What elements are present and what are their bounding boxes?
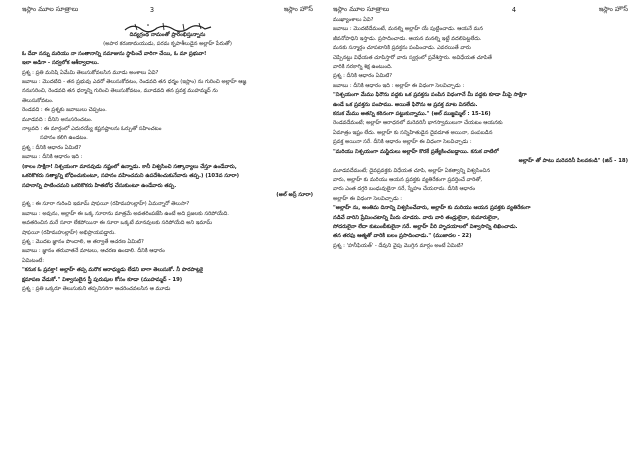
text-line: జవాబు : అవును, అల్లాహ్ ఈ ఒక్క సూరాను మాత్రమే అవతరింపజేసి ఉంటే అది ప్రజలకు సరిపోయేది. xyxy=(22,210,229,217)
text-line: జవాబు : మొదటిది - తన ప్రభువు ఎవరో తెలుసుకోవటం, రెండవది తన ధర్మం (ఇస్లాం) ను గురించి అల్లాహ్ ఆజ్ఞ xyxy=(22,79,247,86)
text-line: (కాలం సాక్షిగా! నిశ్చయంగా మానవుడు నష్టంలో ఉన్నాడు. కానీ విశ్వసించి సత్కార్యాలు చేస్తూ ఉండేవారు, xyxy=(22,163,237,170)
text-line: (అపార కరుణామయుడు, పరమ కృపాశీలుడైన అల్లాహ్ పేరుతో) xyxy=(103,41,232,48)
text-line: జవాబు : జ్ఞానం తరువాతనే మాటలు, ఆచరణ ఉండాలి. దీనికి ఆధారం xyxy=(22,248,165,255)
text-line: రెండవదేమంటే; అల్లాహ్ ఆరాధనలో మరెవరినీ భాగస్వాములుగా చేయటం ఆయనకు xyxy=(333,120,503,127)
text-line: ప్రవక్త అయినా సరే. దీనికి ఆధారం అల్లాహ్ ఈ విధంగా సెలవిచ్చాడు : xyxy=(333,139,472,146)
text-line: వారు ఎంత దగ్గరి బంధువులైనా సరే, స్నేహం చేయరాదు. దీనికి ఆధారం xyxy=(333,186,476,193)
right-page xyxy=(319,0,638,451)
text-line: నడిచే వారిని ప్రేమించటాన్ని మీరు చూడరు. వారు వారి తండ్రులైనా, కుమారులైనా, xyxy=(333,214,500,221)
text-line: రెండవది : ఈ ప్రశ్నకు జవాబులు చెప్పటం. xyxy=(22,107,107,114)
text-line: అవతరించిన మరే సూరా లేకపోయినా ఈ సూరా ఒక్కటే మానవులకు సరిపోయేది అని ఇమామ్ xyxy=(22,220,213,227)
text-line: సహనం కలిగి ఉండటం. xyxy=(40,135,88,142)
text-line: మూడవది : దీనిని అనుసరించటం. xyxy=(22,116,93,123)
text-line: ఏమిటంటే: xyxy=(22,257,45,264)
page-number: 3 xyxy=(149,6,155,14)
text-line: ననుసరించి, రెండవది తన ధర్మాన్ని గురించి తెలుసుకోవటం, మూడవది తన ప్రవక్త ముహమ్మద్ ను xyxy=(22,88,218,95)
text-line: జవాబు : దీనికి ఆధారం ఇది : xyxy=(22,154,83,161)
text-line: జీవనోపాధిని ఇస్తాడు. ప్రసాదించాడు. ఆయన మనల్ని ఇట్టే వదలిపెట్టలేదు. xyxy=(333,35,482,42)
header-book-title: ఇస్లాం మూల సూత్రాలు xyxy=(333,5,390,13)
text-line: ప్రశ్న : దీనికి ఆధారం ఏమిటి? xyxy=(22,144,82,151)
text-line: ఉండే ఒక ప్రవక్తను పంపాము. అయితే ఫిరౌను ఆ ప్రవక్త మాట వినలేదు. xyxy=(333,101,478,108)
text-line: చెప్పినట్టు విధేయత చూపిస్తారో వారు స్వర్గంలో ప్రవేశిస్తారు. అవిధేయత చూపితే xyxy=(333,54,492,61)
text-line: వారికి నరకాగ్ని శిక్ష ఉంటుంది. xyxy=(333,64,393,71)
page-header xyxy=(22,4,313,16)
text-line: జవాబు : దీనికి ఆధారం ఇది : అల్లాహ్ ఈ విధంగా సెలవిచ్చాడు : xyxy=(333,82,465,89)
text-line: "నిశ్చయంగా మేము ఫిరౌను వద్దకు ఒక ప్రవక్తను పంపిన విధంగానే మీ వద్దకు కూడా మీపై సాక్షిగా xyxy=(333,92,527,99)
header-book-title: ఇస్లాం మూల సూత్రాలు xyxy=(22,5,79,13)
text-line: "మరియు నిశ్చయంగా మస్జిదులు అల్లాహ్ కొరకే ప్రత్యేకించబడ్డాయి. కనుక వాటిలో xyxy=(333,148,499,155)
text-line: కనుక మేము అతన్ని కఠినంగా పట్టుకున్నాము." (అల్ ముజ్జమ్మిల్ : 15-16) xyxy=(333,111,491,118)
right-page-body xyxy=(333,16,628,251)
text-line: ప్రశ్న : ఈ సూరా గురించి ఇమామ్ షాఫయీ (రహిమహుల్లాహ్) ఏమన్నారో తెలుసా? xyxy=(22,201,190,208)
text-line: సహనాన్ని పాటించమని ఒకరికొకరు హితబోధ చేసుకుంటూ ఉండేవారు తప్ప. xyxy=(22,182,177,189)
page-header xyxy=(333,4,628,16)
text-line: ముఖ్యాంశాలు ఏవి? xyxy=(333,17,374,23)
text-line: దివ్యగ్రంథ నామంతో ప్రారంభిస్తున్నాను xyxy=(129,32,206,38)
text-line: (అల్ అస్ర్ సూరా) xyxy=(276,191,313,198)
text-line: ఏమాత్రం ఇష్టం లేదు. అల్లాహ్ కు సన్నిహితుడైన దైవదూత అయినా, పంపబడిన xyxy=(333,129,493,136)
header-site-name: ఇస్లాం హౌస్ xyxy=(598,5,628,13)
text-line: "కనుక ఓ ప్రవక్తా! అల్లాహ్ తప్ప మరొక ఆరాధ్యుడు లేడని బాగా తెలుసుకో. నీ పొరపాట్లకై xyxy=(22,267,203,274)
left-page-body xyxy=(22,31,313,294)
text-line: మనకు సన్మార్గం చూపటానికి ప్రవక్తను పంపించాడు. ఎవరయితే వారు xyxy=(333,45,471,52)
text-line: సోదరులైనా లేదా కుటుంబీకులైనా సరే. అల్లాహ్ వీరి హృదయాలలో విశ్వాసాన్ని లిఖించాడు. xyxy=(333,223,518,230)
text-line: అల్లాహ్ ఈ విధంగా సెలవిచ్చాడు : xyxy=(333,195,403,202)
text-line: ప్రశ్న : ప్రతి మనిషి ఏమేమి తెలుసుకోవలసిన మూడు అంశాలు ఏవి? xyxy=(22,69,159,76)
text-line: షాఫయీ (రహిమహుల్లాహ్) అభిప్రాయపడ్డారు. xyxy=(22,229,116,236)
text-line: తెలుసుకోవటం. xyxy=(22,97,54,104)
header-site-name: ఇస్లాం హౌస్ xyxy=(283,5,313,13)
text-line: జవాబు : మొదటిదేమంటే, మనల్ని అల్లాహ్ యే పుట్టించాడు. ఆయనే మన xyxy=(333,26,483,33)
text-line: ఇలా అడిగా - సర్వలోక ఆశీర్వాదాలు. xyxy=(22,60,99,67)
text-line: ప్రశ్న : 'హనీఫియత్' - దేవుని వైపు మొగ్గిన మార్గం అంటే ఏమిటి? xyxy=(333,242,464,249)
text-line: ఓ దేవా నన్ను మరియు నా సంతానాన్ని నమాజును స్థాపించే వారిగా చేయి, ఓ మా ప్రభువా! xyxy=(22,50,207,57)
text-line: మూడవదేమంటే; దైవప్రవక్తకు విధేయత చూపి, అల్లాహ్ ఏకత్వాన్ని విశ్వసించిన xyxy=(333,167,491,174)
text-line: ప్రశ్న : ప్రతి ఒక్కరూ తెలుసుకుని తప్పనిసరిగా ఆచరించవలసిన ఆ మూడు xyxy=(22,285,171,292)
text-line: అల్లాహ్ తో పాటు మరెవరినీ పిలవకండి" (జిన్ - 18) xyxy=(518,158,628,165)
text-line: క్షమాపణ వేడుకో." విశ్వాసులైన స్త్రీ పురుషుల కోసం కూడా (ముహమ్మద్ - 19) xyxy=(22,276,183,283)
text-line: నాల్గవది : ఈ మార్గంలో ఎదురయ్యే కష్టనష్టాలను ఓర్పుతో సహించటం xyxy=(22,126,162,133)
text-line: ఒకరికొకరు సత్యాన్ని బోధించుకుంటూ, సహనం వహించమని ఉపదేశించుకునేవారు తప్ప.) (103వ సూరా) xyxy=(22,173,240,180)
page-number: 4 xyxy=(511,6,517,14)
text-line: ప్రశ్న : మొదట జ్ఞానం పొందాలి, ఆ తర్వాతే ఆచరణ ఏమిటి? xyxy=(22,238,144,245)
text-line: ప్రశ్న : దీనికి ఆధారం ఏమిటి? xyxy=(333,73,393,80)
bismillah-calligraphy xyxy=(22,18,313,30)
text-line: "అల్లాహ్ ను, అంతిమ దినాన్ని విశ్వసించేవారు, అల్లాహ్ కు మరియు ఆయన ప్రవక్తకు వ్యతిరేకంగా xyxy=(333,205,531,212)
text-line: తన తరఫు ఆత్మతో వారికి బలం ప్రసాదించాడు." (ముజాదల - 22) xyxy=(333,233,472,240)
text-line: వారు, అల్లాహ్ కు మరియు ఆయన ప్రవక్తకు వ్యతిరేకంగా ప్రవర్తించే వారితో, xyxy=(333,176,483,183)
